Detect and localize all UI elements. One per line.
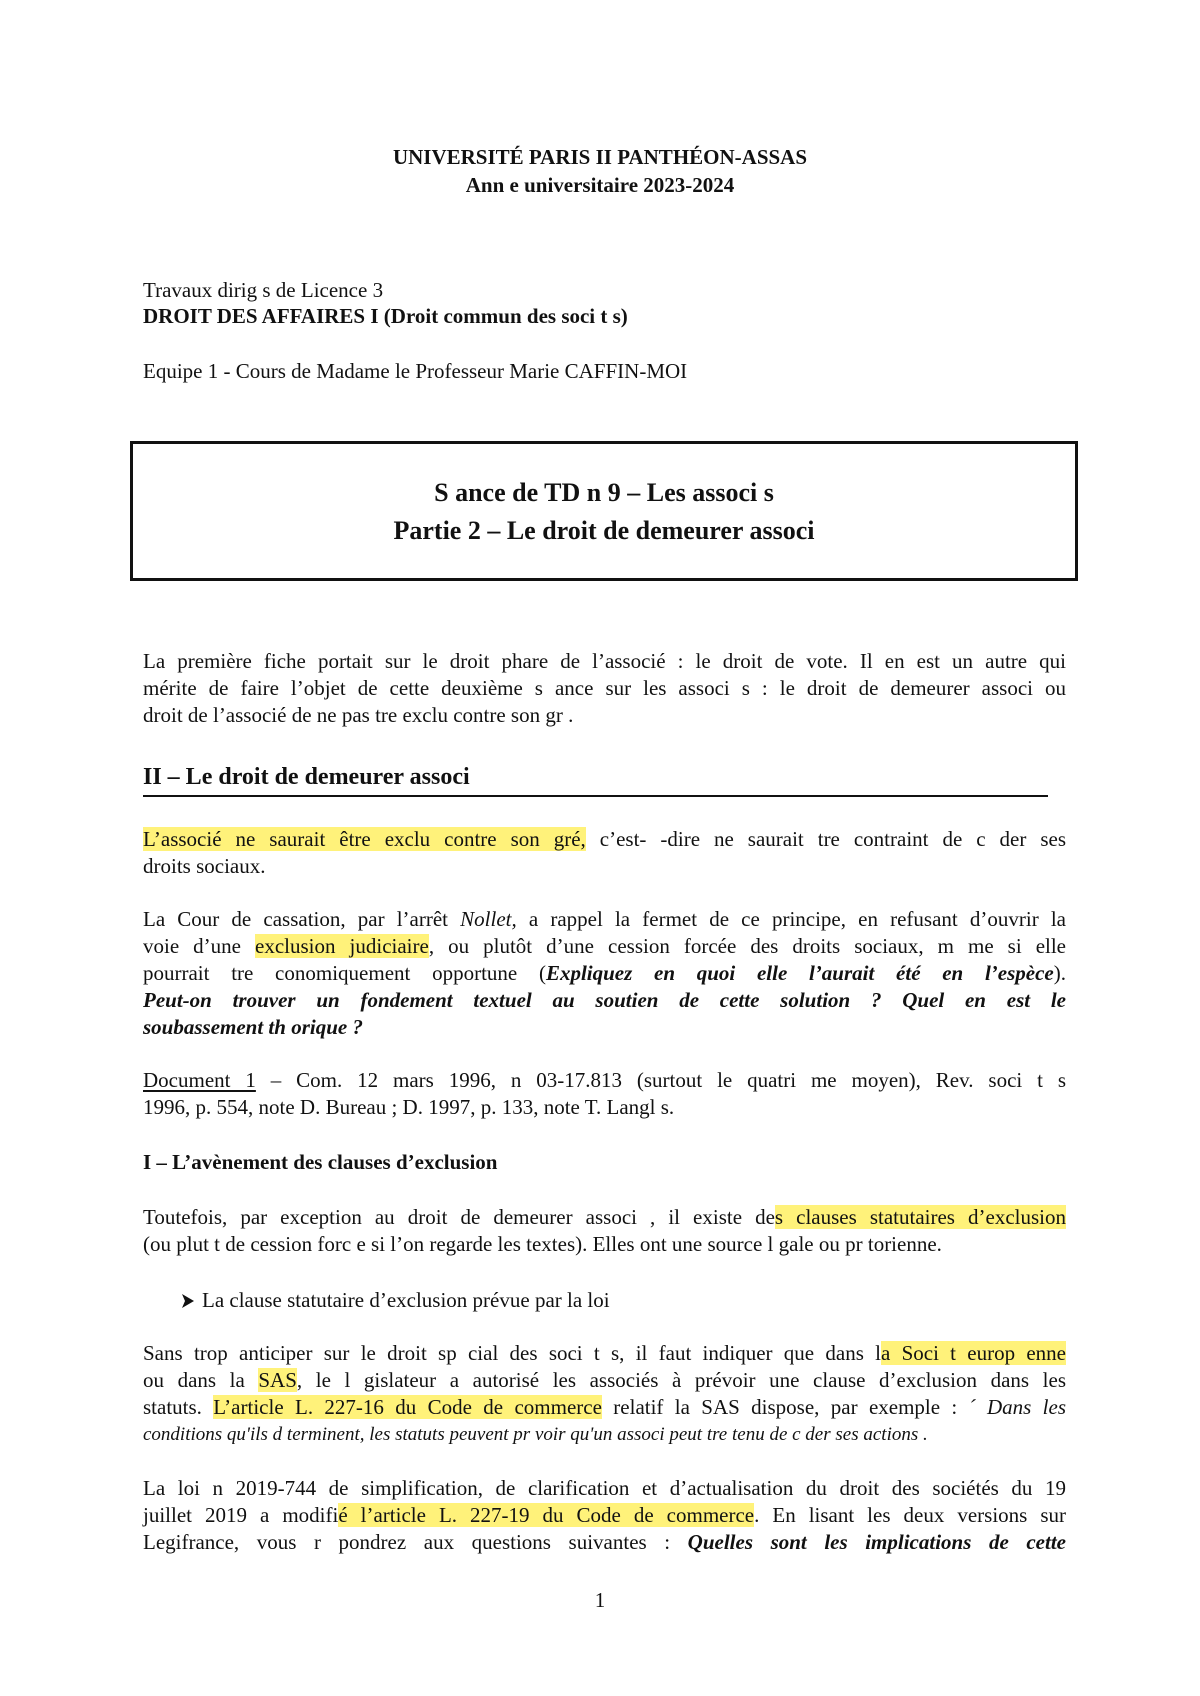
p2-line-3-b: ). xyxy=(1053,961,1066,985)
p5-line-2-a: juillet 2019 a modifi xyxy=(143,1503,339,1527)
question-theory: soubassement th orique ? xyxy=(143,1015,363,1039)
p2-line-1 xyxy=(143,906,1066,933)
article-quote: conditions qu'ils d terminent, les statuts peuvent pr voir qu'un associ peut tre tenu de c der ses actions . xyxy=(143,1424,928,1445)
bullet-text: La clause statutaire d’exclusion prévue par la loi xyxy=(202,1288,610,1312)
intro-line-1: La première fiche portait sur le droit phare de l’associé : le droit de vote. Il en est un autre qui xyxy=(143,649,1066,673)
nollet-case: Nollet, xyxy=(460,907,517,931)
p4-line-3-b: relatif la SAS dispose, par exemple : xyxy=(601,1395,969,1419)
course-subject-detail: (Droit commun des soci t s) xyxy=(378,304,628,328)
p4-line-2 xyxy=(143,1367,1066,1394)
highlight-sas: SAS xyxy=(258,1368,297,1392)
highlight-exclusion-principle: L’associé ne saurait être exclu contre son gré, xyxy=(143,827,586,851)
p1-line-1-text: c’est- -dire ne saurait tre contraint de c der ses xyxy=(585,827,1067,851)
p4-line-3-quote: ´ Dans les xyxy=(968,1395,1066,1419)
document-1-reference xyxy=(143,1067,1066,1094)
p3-line-1-a: Toutefois, par exception au droit de demeurer associ , il existe de xyxy=(143,1205,775,1229)
p2-line-2 xyxy=(143,933,1066,960)
highlight-judicial-exclusion: exclusion judiciaire xyxy=(255,934,429,958)
page-number: 1 xyxy=(594,1588,606,1612)
p4-line-1 xyxy=(143,1340,1066,1367)
td-line: Travaux dirig s de Licence 3 xyxy=(143,278,384,302)
p5-line-2 xyxy=(143,1502,1066,1529)
p4-line-1-a: Sans trop anticiper sur le droit sp cial des soci t s, il faut indiquer que dans l xyxy=(143,1341,881,1365)
p1-line-1 xyxy=(143,826,1066,853)
p4-line-2-a: ou dans la xyxy=(143,1368,259,1392)
section-ii-heading: II – Le droit de demeurer associ xyxy=(143,764,470,790)
highlight-statutory-clauses: s clauses statutaires d’exclusion xyxy=(774,1205,1067,1229)
session-title: S ance de TD n 9 – Les associ s xyxy=(434,478,774,507)
p2-line-2-b: , ou plutôt d’une cession forcée des droits sociaux, m me si elle xyxy=(428,934,1067,958)
p2-line-1-b: a rappel la fermet de ce principe, en refusant d’ouvrir la xyxy=(516,907,1066,931)
p3-line-1 xyxy=(143,1204,1066,1231)
p2-line-2-a: voie d’une xyxy=(143,934,256,958)
bullet-item xyxy=(180,1287,610,1314)
team-line: Equipe 1 - Cours de Madame le Professeur Marie CAFFIN-MOI xyxy=(143,359,688,383)
highlight-article-l227-16: L’article L. 227-16 du Code de commerce xyxy=(213,1395,602,1419)
section-divider xyxy=(143,795,1048,797)
p2-line-3 xyxy=(143,960,1066,987)
arrowhead-bullet-icon xyxy=(180,1287,202,1314)
p1-line-2: droits sociaux. xyxy=(143,854,266,878)
p5-line-3 xyxy=(143,1529,1066,1556)
university-title: UNIVERSITÉ PARIS II PANTHÉON-ASSAS xyxy=(392,145,808,169)
highlight-european-company: a Soci t europ enne xyxy=(880,1341,1066,1365)
question-implications: Quelles sont les implications de cette xyxy=(687,1530,1066,1554)
academic-year: Ann e universitaire 2023-2024 xyxy=(465,173,735,197)
question-legal-basis: Peut-on trouver un fondement textuel au soutien de cette solution ? Quel en est le xyxy=(143,988,1066,1012)
session-title-box xyxy=(130,441,1078,581)
p4-line-3-a: statuts. xyxy=(143,1395,214,1419)
course-subject xyxy=(143,303,628,330)
question-explain: Expliquez en quoi elle l’aurait été en l’espèce xyxy=(545,961,1054,985)
p5-line-2-b: . En lisant les deux versions sur xyxy=(754,1503,1066,1527)
p2-line-3-a: pourrait tre conomiquement opportune ( xyxy=(143,961,546,985)
p5-line-1: La loi n 2019-744 de simplification, de clarification et d’actualisation du droit des sociétés du 19 xyxy=(143,1476,1066,1500)
p5-line-3-a: Legifrance, vous r pondrez aux questions suivantes : xyxy=(143,1530,688,1554)
p4-line-3 xyxy=(143,1394,1066,1421)
session-subtitle: Partie 2 – Le droit de demeurer associ xyxy=(393,516,815,545)
p4-line-2-b: , le l gislateur a autorisé les associés à prévoir une clause d’exclusion dans les xyxy=(296,1368,1066,1392)
p2-line-1-a: La Cour de cassation, par l’arrêt xyxy=(143,907,461,931)
document-1-line-1: – Com. 12 mars 1996, n 03-17.813 (surtout le quatri me moyen), Rev. soci t s xyxy=(255,1068,1066,1092)
p3-line-2: (ou plut t de cession forc e si l’on regarde les textes). Elles ont une source l gale ou pr torienne. xyxy=(143,1232,942,1256)
document-1-label: Document 1 xyxy=(143,1068,256,1092)
course-subject-main: DROIT DES AFFAIRES I xyxy=(143,304,379,328)
document-1-line-2: 1996, p. 554, note D. Bureau ; D. 1997, p. 133, note T. Langl s. xyxy=(143,1095,675,1119)
highlight-article-l227-19: é l’article L. 227-19 du Code de commerce xyxy=(338,1503,755,1527)
section-i-heading: I – L’avènement des clauses d’exclusion xyxy=(143,1150,498,1174)
intro-line-2: mérite de faire l’objet de cette deuxième s ance sur les associ s : le droit de demeurer associ ou xyxy=(143,676,1066,700)
intro-line-3: droit de l’associé de ne pas tre exclu contre son gr . xyxy=(143,703,574,727)
